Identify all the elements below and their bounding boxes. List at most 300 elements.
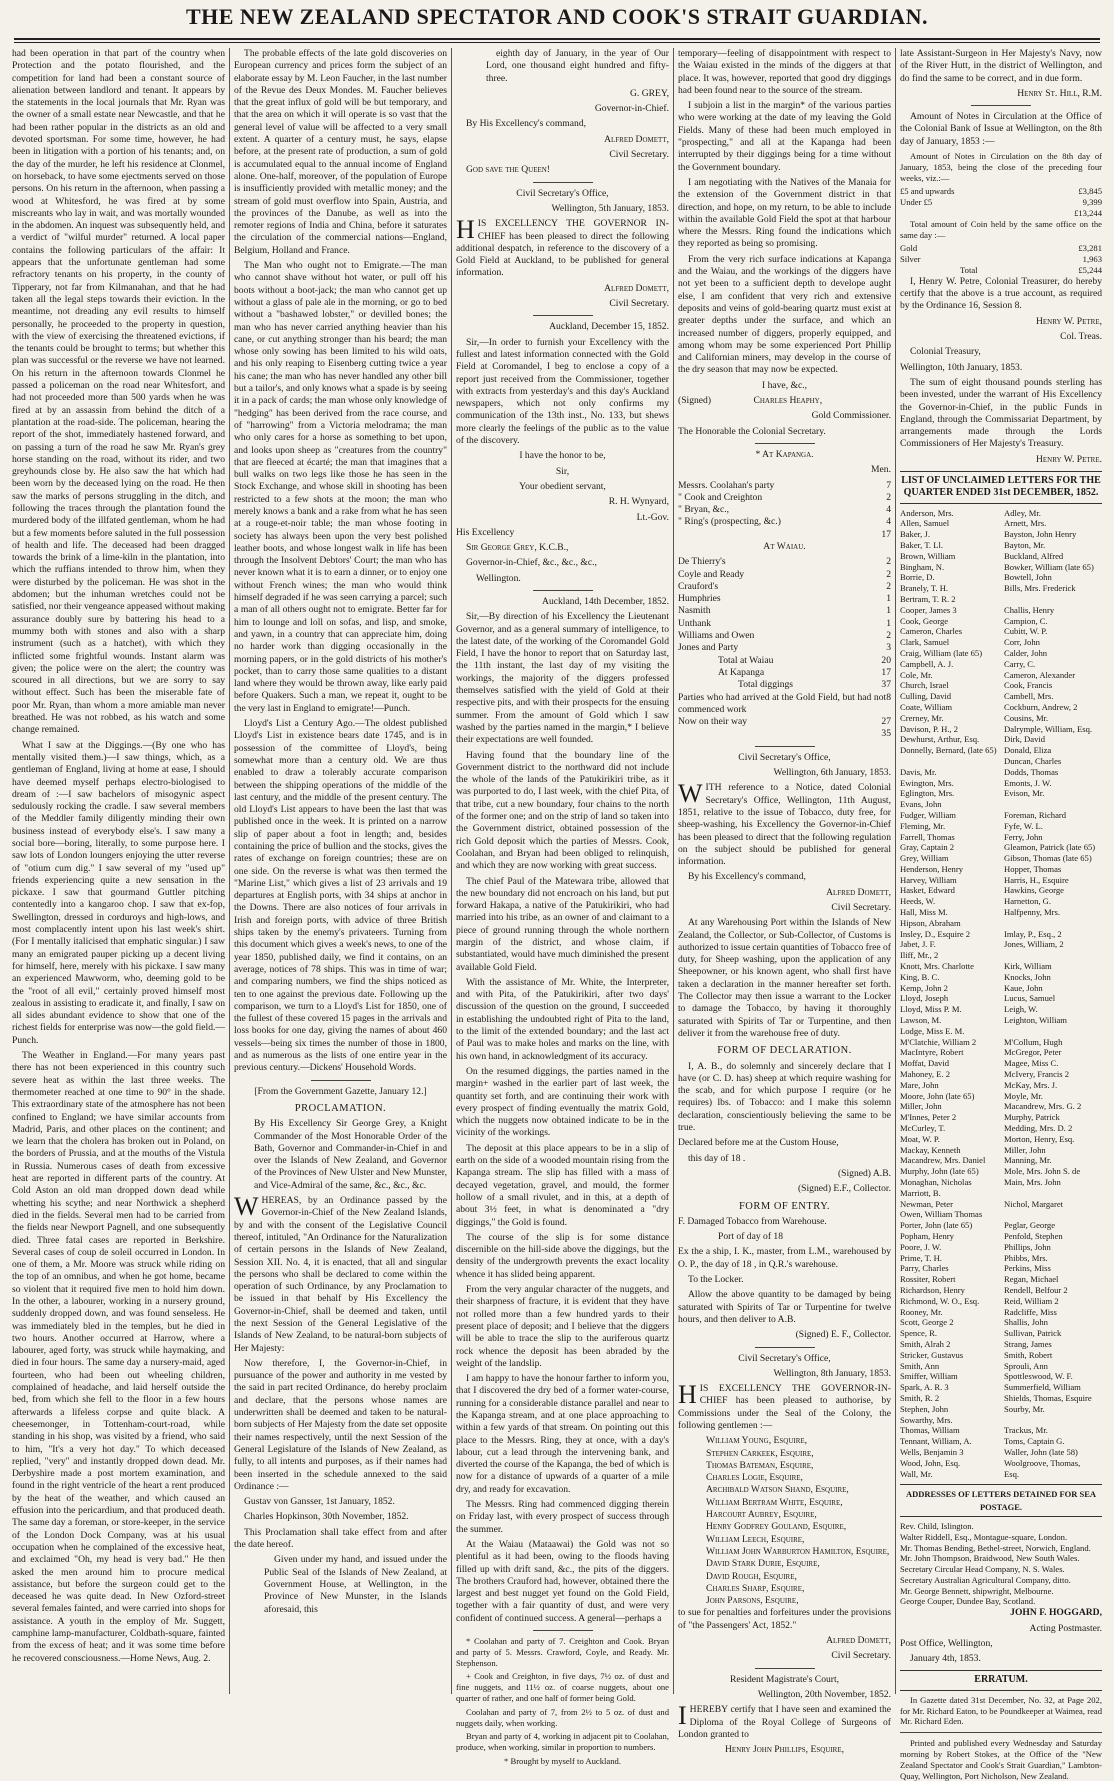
letter-name: Radcliffe, Miss — [1004, 1306, 1057, 1317]
signed-ef: (Signed) E.F., Collector. — [797, 1183, 891, 1195]
letter-name: Gray, Captain 2 — [900, 842, 955, 853]
letter-name: Borrie, D. — [900, 572, 935, 583]
column-4 — [678, 48, 891, 1756]
divider — [755, 746, 815, 747]
letter-name: Dirk, David — [1004, 734, 1046, 745]
letter-name: Baker, J. — [900, 529, 930, 540]
letter-name — [900, 756, 998, 767]
letter-name: Lodge, Miss E. M. — [900, 1025, 965, 1036]
letter-name: Rendell, Belfour 2 — [1004, 1284, 1068, 1295]
addressee-name: Sir George Grey, K.C.B., — [466, 542, 569, 554]
list-item — [678, 504, 891, 516]
letter-name: Mahoney, E. 2 — [900, 1069, 951, 1080]
letter-name: Murphy, Patrick — [1004, 1112, 1060, 1123]
party-count: 7 — [886, 479, 891, 491]
letter-paragraph: With the assistance of Mr. White, the Interpreter, and with Pita, of the Patukirikiri, after two days' discussion of the question on the ground, I succeeded in establishing the undoubted right of Pita to the land, to the limit of the extended boundary; and the last act of Paul was to make holes and marks on the line, with his own hand, in acknowledgment of its accuracy. — [456, 976, 669, 1062]
row-label: Silver — [900, 254, 921, 265]
declaration-text: I, A. B., do solemnly and sincerely declare that I have (or C. D. has) sheep at which require washing for the scab, and for which purpose I require (or he requires) lbs. of Tobacco: and I make this solemn declaration, conscientiously believing the same to be true. — [678, 1060, 891, 1134]
declared-day: this day of 18 . — [688, 1152, 746, 1164]
sea-postage-address: Secretary Australian Agricultural Company, ditto. — [900, 1574, 1071, 1585]
divider — [533, 182, 593, 183]
letter-name: Farrell, Thomas — [900, 831, 955, 842]
party-name: Unthank — [678, 617, 712, 629]
office-heading: Civil Secretary's Office, — [738, 1352, 831, 1364]
list-item — [678, 480, 891, 492]
sea-postage-address: Rev. Child, Islington. — [900, 1520, 974, 1531]
letter-name: Shallis, John — [1004, 1317, 1048, 1328]
dropcap: H — [678, 1380, 697, 1410]
letter-name: Anderson, Mrs. — [900, 507, 954, 518]
list-item — [678, 728, 891, 740]
letter-name: Bingham, N. — [900, 561, 945, 572]
letter-name: Knocks, John — [1004, 971, 1051, 982]
letter-name: Evison, Mr. — [1004, 788, 1045, 799]
letter-name: Cook, Francis — [1004, 680, 1053, 691]
letter-name: Imlay, P., Esq., 2 — [1004, 928, 1062, 939]
row-label: £5 and upwards — [900, 186, 955, 197]
sea-postage-address: Mr. Thomas Bending, Bethel-street, Norwich, England. — [900, 1542, 1091, 1553]
coin-heading: Total amount of Coin held by the same office on the same day :— — [900, 218, 1102, 240]
letter-name: King, B. C. — [900, 971, 940, 982]
letter-name: Ferry, John — [1004, 831, 1043, 842]
footnote: Bryan and party of 4, working in adjacent pit to Coolahan, produce, when working, similar in proportion to numbers. — [456, 1731, 669, 1753]
letter-name: Moore, John (late 65) — [900, 1090, 975, 1101]
letter-name: Esq. — [1004, 1468, 1020, 1479]
certify-body: HEREBY certify that I have seen and examined the Diploma of the Royal College of Surgeons of London granted to — [678, 1704, 891, 1740]
letter-name: Hopper, Thomas — [1004, 863, 1062, 874]
letter-name: Spottleswood, W. F. — [1004, 1371, 1073, 1382]
signature-domett: Alfred Domett, — [604, 282, 669, 294]
party-count: 1 — [886, 605, 891, 617]
column-divider — [895, 48, 896, 1694]
article-paragraph: had been operation in that part of the country when Protection and the potato flourished, and the competition for land had been a constant source of alienation between landlord and tenant. It appears by the statements in the local journals that Mr. Ryan was the owner of a small estate near Newcastle, and that he had been rather popular in the districts as an old and devoted sportsman. For some time, however, he had been in litigation with a portion of his tenants; and, on the day of the murder, he left his residence at Clonmel, on horseback, to have some ejectments served on those persons. On his return in the afternoon, when passing a wood at Whitesford, he was fired at by some miscreants who lay in wait, and was mortally wounded in the abdomen. An inquest was subsequently held, and a verdict of "wilful murder" returned. A local paper contains the following particulars of the affair: It appears that the unfortunate gentleman had some refractory tenants on his property, in the county of Tipperary, not far from Kilmanahan, and that he had taken all the legal steps towards their eviction. In the meantime, not dreading any evil results to himself personally, he proceeded to the property in question, with the view of exercising the threatened evictions, if the tenants could be brought to terms; but whether this plan was successful or the reverse we have not learned. On his return in the afternoon towards Clonmel he passed a policeman on the road near Whitesfort, and had not proceeded more than 500 yards when he was fired at by an assassin from behind the ditch of a plantation at the road-side. The policeman, hearing the report of the shot, immediately hastened forward, and on passing a turn of the road he saw Mr. Ryan's grey horse standing on the road, without its rider, and two greyhounds close by. He also saw the hat which had been worn by the deceased lying on the road. He then saw the marks of persons struggling in the ditch, and following the traces through the plantation found the murdered body of the illfated gentleman, whom he had but a few moments before saluted in the full possession of health and life. The deceased had been dragged towards the brink of a lime-kiln in the plantation, into which the ruffians intended to throw him, when they were disturbed by the policeman. He was shot in the abdomen; but the inhuman wretches could not be satisfied, nor their vengeance appeased without making assurance doubly sure by battering his head to a mummy both with stones and also with a sharp instrument (such as a hatchet), with which they inflicted some frightful wounds. Instant alarm was given; the police were on the alert; the country was scoured in all directions, but we are sorry to say without effect. Such has been the miserable fate of poor Mr. Ryan, than whom a more amiable man never breathed. He was not robbed, as his watch and some change remained. — [12, 48, 225, 736]
notes-total: £13,244 — [1074, 208, 1102, 219]
letter-name: Iliff, Mr., 2 — [900, 950, 939, 961]
letter-name: Summerfield, William — [1004, 1382, 1081, 1393]
commissioner: Harcourt Aubrey, Esquire, — [706, 1509, 817, 1521]
letter-name: Kaue, John — [1004, 982, 1043, 993]
masthead-rule — [14, 38, 1100, 40]
divider — [900, 1732, 1102, 1733]
letter-name: Moyle, Mr. — [1004, 1090, 1043, 1101]
form-declaration-title: FORM OF DECLARATION. — [717, 1045, 852, 1057]
letter-name: Bayton, Mr. — [1004, 539, 1046, 550]
court-date: Wellington, 20th November, 1852. — [757, 1688, 891, 1700]
table-row — [900, 186, 1102, 197]
letter-name: Smith, Ann — [900, 1360, 940, 1371]
article-diggings: What I saw at the Diggings.—(By one who has mentally visited them.)—I saw things, which, as a gentleman of England, living at home at ease, I should have deemed myself perhaps electro-biologised to dream of :—I saw bachelors of misogynic aspect sedulously rocking the cradle. I saw several members of the Meddler family diligently minding their own business instead of everybody else's. I saw many a social bore—boring, literally, to some purpose here. I saw lots of London loungers enjoying the utter reverse of "otium cum dig." I saw several of my "used up" friends experiencing quite a new sensation in the pickaxe. I saw that gourmand Guttler pitching contentedly into a kangaroo chop. I saw that ex-fop, Swellington, dressed in corduroys and high-lows, and most complacently intent upon his last week's shirt. (For I mentally italicised that emphatic singular.) I saw many an emigrated pauper picking up a decent living for himself, here, merely with his pickaxe. I saw many an experienced Mawworm, who, deeming gold to be the "root of all evil," certainly proved himself most zealous in assisting to eradicate it, and finally, I saw on all sides abundant evidence to show that one of the richest fields for enterprise was now—the gold field.—Punch. — [12, 739, 225, 1046]
list-item — [678, 655, 891, 667]
certify-text — [678, 1701, 891, 1741]
letter-name: Brown, William — [900, 550, 956, 561]
footnote: + Cook and Creighton, in five days, 7½ oz. of dust and fine nuggets, and 11½ oz. of coarse nuggets, about one quarter of rather, and one half of former being Gold. — [456, 1671, 669, 1704]
letter-name: Harvey, William — [900, 874, 957, 885]
letter-name: Emonts, J. W. — [1004, 777, 1052, 788]
letter-name: Phibbs, Mrs. — [1004, 1252, 1048, 1263]
letter-name: Waller, John (late 58) — [1004, 1446, 1078, 1457]
list-item — [678, 716, 891, 728]
entry-line: Port of day of 18 — [718, 1231, 784, 1243]
form-entry-title: FORM OF ENTRY. — [738, 1200, 831, 1212]
notice-tobacco-text: ITH reference to a Notice, dated Colonial Secretary's Office, Wellington, 11th August, 1851, relative to the issue of Tobacco, duty free, for sheep-washing, his Excellency the Governor-in-Chief has been pleased to direct that the following regulation on the subject should be published for general information. — [678, 782, 891, 868]
letter-name: Perkins, Miss — [1004, 1263, 1051, 1274]
notice-gold-field — [456, 215, 669, 279]
list-item — [678, 692, 891, 717]
letter-name: Sowarthy, Mrs. — [900, 1414, 953, 1425]
letter-name: Hawkins, George — [1004, 885, 1064, 896]
article-emigrate: The Man who ought not to Emigrate.—The man who cannot shave without hot water, or pull off his boots without a boot-jack; the man who cannot get up without a glass of pale ale in the morning, or go to bed without a "bashawed lobster," or devilled bones; the man who has never carried anything heavier than his cane, or cut anything stronger than his beard; the man whose only sowing has been limited to his wild oats, and his only reaping to Eisenberg cutting twice a year his cane; the man who has never handled any other bill but a tailor's, and only knows what a spade is by seeing it in a pack of cards; the man whose only knowledge of "hedging" has been derived from the race course, and of "harrowing" from a Victoria melodrama; the man who only cares for a horse as something to bet upon, and looks upon sheep as "creatures from the country" that are fleeced at écarté; the man that imagines that a bull walks on two legs like those he has seen in the Stock Exchange, and whose skill in shooting has been restricted to a few shots at the moon; the man who merely knows a bank and a rake from what he has seen at a rouge-et-noir table; the man whose footing in society has always been upon the very best polished leather boots, and whose longest walk in life has been through the Insolvent Debtors' Court; the man who has never known what it is to earn a dinner, or to enjoy one without French wines; the man who would think himself degraded if he was seen carrying a parcel; such a man of all others ought not to emigrate. Better far for him to lounge and loll on sofas, and lisp, and smoke, and yawn, in a country that can appreciate him, doing no harder work than digging occasionally in the morning papers, or in the gold districts of his mother's pocket, than to carry those same qualities to a distant land where they would be thrown away, like early paid before Quakers. Such a man, we repeat it, ought to be the very last in England to emigrate!—Punch. — [234, 260, 447, 714]
letter-name: Marriott, B. — [900, 1187, 941, 1198]
letter-name: Hall, Miss M. — [900, 907, 948, 918]
table-row — [900, 243, 1102, 254]
row-label: Total — [960, 265, 978, 276]
waiau-heading: At Waiau. — [763, 540, 806, 552]
list-item — [678, 569, 891, 581]
letter-name: Grey, William — [900, 853, 949, 864]
addressee-title: Governor-in-Chief, &c., &c., &c., — [466, 557, 597, 569]
party-name: Jones and Party — [678, 642, 739, 654]
letter-name: Leigh, W. — [1004, 1004, 1038, 1015]
signature-grey: G. GREY, — [629, 87, 669, 99]
letter-name: Branely, T. H. — [900, 583, 949, 594]
letter-name: Porter, John (late 65) — [900, 1220, 973, 1231]
letter-name: Magee, Miss C. — [1004, 1058, 1059, 1069]
letter-paragraph: The course of the slip is for some distance discernible on the hill-side above the diggings, but the density of the undergrowth prevents the exact locality whence it has slided being apparent. — [456, 1231, 669, 1280]
letter-name: Wells, Benjamin 3 — [900, 1446, 964, 1457]
row-value: 9,399 — [1082, 197, 1102, 208]
to-locker: To the Locker. — [688, 1274, 744, 1286]
list-item — [678, 556, 891, 568]
table-row — [900, 208, 1102, 219]
declared-line: Declared before me at the Custom House, — [678, 1137, 839, 1149]
dropcap: W — [234, 1192, 259, 1222]
total-value: 17 — [881, 666, 891, 678]
allow-text: Allow the above quantity to be damaged by being saturated with Spirits of Tar or Turpentine for twelve hours, and then deliver to A.B. — [678, 1289, 891, 1325]
signature-heaphy — [678, 395, 891, 407]
letter-name: Lloyd, Miss P. M. — [900, 1004, 962, 1015]
letter-name: Halfpenny, Mrs. — [1004, 907, 1061, 918]
footnote: * Brought by myself to Auckland. — [504, 1756, 621, 1766]
notice-tobacco — [678, 779, 891, 868]
party-count: 2 — [886, 630, 891, 642]
column-divider — [229, 48, 230, 1694]
commissioner: John Parsons, Esquire, — [706, 1595, 799, 1607]
total-label: Total at Waiau — [718, 654, 774, 666]
letter-paragraph: I am happy to have the honour farther to inform you, that I discovered the dry bed of a former water-course, running for a considerable distance parallel and near to the Kapanga stream, and at one place approaching to within a few yards of that stream. On pointing out this place to the Messrs. Ring, they at once, with a day's labour, cut a lead through the intervening bank, and diverted the course of the Kapanga, the bed of which is now for a distance of upwards of a quarter of a mile dry, and ready for excavation. — [456, 1373, 669, 1495]
commissioner: David Rough, Esquire, — [706, 1570, 797, 1582]
letter-paragraph: The chief Paul of the Matewara tribe, allowed that the new boundary did not encroach on his land, but put forward Hakapa, a native of the Patukirikiri, who had married into his tribe, as an owner of and claimant to a piece of ground running through the whole northern margin of the district, and whose claim, if substantiated, would have much diminished the present available Gold Field. — [456, 875, 669, 973]
article-gold-effects: The probable effects of the late gold discoveries on European currency and prices form the subject of an elaborate essay by M. Leon Faucher, in the last number of the Revue des Deux Mondes. M. Faucher believes that the great influx of gold will be but temporary, and that the area on which it will operate is so vast that the general level of value will be affected to a very small extent. A quarter of a century must, he says, elapse before, at the present rate of production, a sum of gold is accumulated equal to the annual income of England alone. One-half, moreover, of the population of Europe is insufficiently provided with metallic money; and the stream of gold must overflow into Spain, Austria, and the provinces of the Danube, as well as into the remoter regions of India and China, before it saturates the circulation of the commercial nations—England, Belgium, Holland and France. — [234, 48, 447, 256]
commissioner: Henry Godfrey Gouland, Esquire, — [706, 1521, 847, 1533]
investment-text: The sum of eight thousand pounds sterling has been invested, under the warrant of His Excellency the Governor-in-Chief, in the public Funds in England, through the Commissariat Department, by arrangements made through the Lords Commissioners of Her Majesty's Treasury. — [900, 376, 1102, 450]
signature-hoggard-title: Acting Postmaster. — [1029, 1622, 1102, 1634]
letter-name: Bertram, T. R. 2 — [900, 593, 956, 604]
row-label: Gold — [900, 243, 918, 254]
sea-postage-address: Walter Riddell, Esq., Montague-square, London. — [900, 1531, 1068, 1542]
letter-name: Crerney, Mr. — [900, 712, 944, 723]
party-name: " Bryan, &c., — [678, 504, 730, 516]
to-colonial-secretary: The Honorable the Colonial Secretary. — [678, 425, 826, 437]
signature-petre-title: Col. Treas. — [1060, 331, 1102, 343]
list-item — [678, 642, 891, 654]
on-way-value: 27 — [881, 716, 891, 728]
row-value: 1,963 — [1082, 254, 1102, 265]
commissioner: Thomas Bateman, Esquire, — [706, 1459, 814, 1471]
signature-wynyard: R. H. Wynyard, — [608, 496, 669, 508]
table-row — [900, 265, 1102, 276]
divider — [755, 443, 815, 444]
waiau-list — [678, 556, 891, 740]
letter-name: Allen, Samuel — [900, 518, 950, 529]
letter-name: McIvery, Francis 2 — [1004, 1069, 1070, 1080]
letter-name: Popham, Henry — [900, 1230, 954, 1241]
treasury-date: Wellington, 10th January, 1853. — [900, 361, 1023, 373]
unclaimed-letters-title: LIST OF UNCLAIMED LETTERS FOR THE QUARTER ENDED 31st DECEMBER, 1852. — [900, 471, 1102, 504]
closing: I have, &c., — [761, 379, 808, 391]
letter-name: Macandrew, Mrs. G. 2 — [1004, 1101, 1082, 1112]
column-3 — [456, 48, 669, 1766]
letter-name: Nichol, Margaret — [1004, 1198, 1064, 1209]
on-way-label: Now on their way — [678, 716, 748, 728]
letter-name: Tennant, William, A. — [900, 1436, 972, 1447]
list-item — [678, 516, 891, 528]
party-count: 1 — [886, 617, 891, 629]
letter-name: MacIntyre, Robert — [900, 1047, 964, 1058]
divider — [311, 1080, 371, 1081]
letter-name: Murphy, John (late 65) — [900, 1166, 979, 1177]
letter-name: Macandrew, Mrs. Daniel — [900, 1155, 986, 1166]
letter-name: Poore, J. W. — [900, 1241, 942, 1252]
letter-name — [1004, 918, 1102, 929]
letter-name: Lucus, Samuel — [1004, 993, 1056, 1004]
sea-postage-address: George Couper, Dundee Bay, Scotland. — [900, 1596, 1036, 1607]
sea-postage-address: Mr. John Thompson, Braidwood, New South Wales. — [900, 1553, 1080, 1564]
commissioner: William John Warburton Hamilton, Esquire, — [706, 1545, 890, 1557]
letter-name: Owen, William Thomas — [900, 1209, 983, 1220]
kapanga-heading: * At Kapanga. — [755, 448, 814, 460]
signature-hoggard: JOHN F. HOGGARD, — [1010, 1607, 1102, 1619]
sea-postage-title: ADDRESSES OF LETTERS DETAINED FOR SEA POSTAGE. — [900, 1484, 1102, 1517]
masthead-rule-thin — [14, 42, 1100, 43]
dropcap: H — [456, 215, 475, 245]
list-item — [678, 492, 891, 504]
letter-name: McKay, Mrs. J. — [1004, 1079, 1058, 1090]
letter-name — [1004, 1209, 1102, 1220]
commissioner: William Bertram White, Esquire, — [706, 1496, 843, 1508]
list-item — [678, 679, 891, 691]
letter-paragraph: Sir,—By direction of his Excellency the Lieutenant Governor, and as a general summary of intelligence, to the latest date, of the working of the Coromandel Gold Field, I have the honor to report that on Saturday last, the 11th instant, the last day of my visiting the workings, the majority of the diggers professed themselves satisfied with the yield of Gold at their respective pits, and with their prospects for the ensuing summer. From the amount of Gold which I saw washed by the parties named in the margin,* I believe their expectations are well founded. — [456, 611, 669, 746]
report-paragraph: From the very rich surface indications at Kapanga and the Waiau, and the workings of the diggers have not yet been to a sufficient depth to develope aught else, I am confident that very rich and extensive deposits and veins of gold-bearing quartz must exist at greater depths under the surface, and which an increased number of diggers, properly equipped, and among whom may be some experienced Port Phillip and Californian miners, may develop in the course of the dry season that may now be expected. — [678, 253, 891, 376]
letter-name: Wall, Mr. — [900, 1468, 933, 1479]
letter-name: Evans, John — [900, 799, 942, 810]
letter-paragraph: Having found that the boundary line of the Government district to the northward did not include the whole of the lands of the Patukirikiri tribe, as it was purported to do, I last week, with the chief Pita, of that tribe, cut a new boundary, four chains to the north of the former one; and on the strip of land so taken into the Government district, obtained possession of the rich Gold deposit which the parties of Messrs. Cook, Coolahan, and Bryan had been obliged to relinquish, and which they are now working with great success. — [456, 749, 669, 872]
letter-name: Main, Mrs. John — [1004, 1177, 1061, 1187]
party-name: " Cook and Creighton — [678, 491, 763, 503]
office-heading: Civil Secretary's Office, — [738, 751, 831, 763]
letter-name: Thomas, William — [900, 1425, 960, 1436]
letter-name: Cambell, Mrs. — [1004, 691, 1054, 702]
signed-ef: (Signed) E. F., Collector. — [795, 1329, 891, 1341]
letter-name: Donnelly, Bernard, (late 65) — [900, 745, 997, 756]
letter-name: Davison, P. H., 2 — [900, 723, 959, 734]
dropcap: I — [678, 1701, 687, 1731]
letter-name: Wood, John, Esq. — [900, 1457, 961, 1468]
row-value: £3,845 — [1078, 186, 1102, 197]
commissioner: William Young, Esquire, — [706, 1435, 808, 1447]
list-item — [678, 529, 891, 541]
letter-name — [1004, 950, 1102, 961]
party-count: 4 — [886, 504, 891, 516]
commissioner: David Stark Durie, Esquire, — [706, 1558, 820, 1570]
party-count: 1 — [886, 593, 891, 605]
kapanga-total: 17 — [881, 528, 891, 540]
letter-name: Strang, James — [1004, 1338, 1052, 1349]
divider — [533, 1630, 593, 1631]
letter-name: Bills, Mrs. Frederick — [1004, 583, 1076, 594]
letter-name: Miller, John — [1004, 1144, 1046, 1155]
proclamation-body — [234, 1192, 447, 1355]
proclamation-now: Now therefore, I, the Governor-in-Chief, in pursuance of the power and authority in me vested by the said in part recited Ordinance, do hereby proclaim and declare, that the persons whose names are underwritten shall be deemed and taken to be natural-born subjects of Her Majesty from the date set opposite their names respectively, until the next Session of the General Legislature of the Islands of New Zealand, as fully, to all intents and purposes, as if their names had been inserted in the schedule annexed to the said Ordinance :— — [234, 1357, 447, 1492]
signature-domett: Alfred Domett, — [826, 886, 891, 898]
warehousing-rule: At any Warehousing Port within the Islands of New Zealand, the Collector, or Sub-Collector, of Customs is authorized to issue certain quantities of Tobacco free of duty, for Sheep washing, upon the application of any Sheepowner, or his known agent, who shall first have taken a declaration in the manner hereafter set forth. The Collector may then issue a warrant to the Locker to damage the Tobacco, by having it thoroughly saturated with Spirits of Tar or Turpentine, and then deliver it from the warehouse free of duty. — [678, 917, 891, 1039]
proclamation-body-text: HEREAS, by an Ordinance passed by the Governor-in-Chief of the New Zealand Islands, by and with the consent of the Legislative Council thereof, intituled, "An Ordinance for the Naturalization of certain persons in the Islands of New Zealand, Session XII. No. 4, it is enacted, that all and singular the persons who shall be declared to come within the operation of such Ordinance, by any Proclamation to be issued in that behalf by His Excellency the Governor-in-Chief, shall be deemed and taken, until the next Session of the General Legislative of the Islands of New Zealand, to be natural-born subjects of Her Majesty: — [234, 1195, 447, 1354]
letter-name: Craig, William (late 65) — [900, 647, 983, 658]
letter-name — [1004, 1415, 1102, 1426]
letter-name: Kirk, William — [1004, 961, 1052, 972]
letter-name: Bayston, John Henry — [1004, 529, 1077, 540]
party-name: Crauford's — [678, 580, 719, 592]
notice-commission — [678, 1380, 891, 1432]
letter-name: Cockburn, Andrew, 2 — [1004, 701, 1078, 712]
letter-name: Sprouli, Ann — [1004, 1360, 1048, 1371]
letter-name: Cole, Mr. — [900, 669, 933, 680]
letter-name: Stephen, John — [900, 1403, 949, 1414]
letter-name: Donald, Eliza — [1004, 745, 1052, 756]
letter-paragraph: On the resumed diggings, the parties named in the margin+ washed in the earlier part of last week, the quantity set forth, and are continuing their work with every prospect of finding eventually the matrix Gold, which the nuggets now obtained indicate to be in the vicinity of the workings. — [456, 1065, 669, 1139]
letter-name: Duncan, Charles — [1004, 755, 1062, 766]
commissioner: Archibald Watson Shand, Esquire, — [706, 1484, 849, 1496]
letter-name: Culling, David — [900, 691, 952, 702]
commissioner: William Leech, Esquire, — [706, 1533, 805, 1545]
office-date: Wellington, 8th January, 1853. — [773, 1367, 891, 1379]
divider — [533, 590, 593, 591]
arrived-value: 8 — [886, 691, 891, 703]
letter-name: Fyfe, W. L. — [1004, 820, 1043, 831]
commissioner: Stephen Carkeek, Esquire, — [706, 1447, 814, 1459]
men-label: Men. — [871, 464, 891, 476]
table-row — [900, 254, 1102, 265]
office-date: Wellington, 6th January, 1853. — [773, 767, 891, 779]
column-2 — [234, 48, 447, 1696]
letter-name: Smith, Robert — [1004, 1349, 1053, 1360]
letter-name: Prime, T. H. — [900, 1252, 942, 1263]
party-count: 3 — [886, 642, 891, 654]
addressee: His Excellency — [456, 526, 515, 538]
commissioner: Charles Logie, Esquire, — [706, 1472, 803, 1484]
letter-name: Rooney, Mr. — [900, 1306, 943, 1317]
letter-name: Moffat, David — [900, 1058, 950, 1069]
letter-date: Auckland, 14th December, 1852. — [542, 595, 669, 607]
letter-name: Dewhurst, Arthur, Esq. — [900, 734, 980, 745]
court-heading: Resident Magistrate's Court, — [729, 1673, 840, 1685]
coin-total: £5,244 — [1078, 265, 1102, 276]
letter-closing: I have the honor to be, — [519, 450, 606, 462]
letter-closing: Your obedient servant, — [519, 480, 606, 492]
letter-paragraph: At the Waiau (Mataawai) the Gold was not so plentiful as it had been, owing to the floods having filled up with drift sand, &c., the pits of the diggers. The brothers Crauford had, however, obtained there the largest and best nugget yet found on the Gold Field, together with a fair quantity of dust, and were very confident of continued success. A general—perhaps a — [456, 1538, 669, 1624]
given-cont: eighth day of January, in the year of Our Lord, one thousand eight hundred and fifty-three. — [486, 48, 669, 84]
list-item — [678, 593, 891, 605]
signature-domett-title: Civil Secretary. — [609, 298, 669, 310]
letter-name: Jabet, J. F. — [900, 939, 936, 950]
proclamation-effect: This Proclamation shall take effect from and after the date hereof. — [234, 1526, 447, 1551]
party-name: Williams and Owen — [678, 630, 755, 642]
letter-name: Mole, Mrs. John S. de — [1004, 1166, 1081, 1177]
article-lloyds: Lloyd's List a Century Ago.—The oldest published Lloyd's List in existence bears date 1745, and is in possession of the committee of Lloyd's, being somewhat more than a century old. We are thus enabled to draw a tolerably accurate comparison between the shipping operations of the middle of the last century, and the middle of the present century. The old Lloyd's List appears to have been the last that was published once in the week. It is printed on a narrow slip of paper about a foot in length; and, besides containing the price of bullion and the stocks, gives the rates of exchange on foreign countries; these are on one side. On the reverse is what was then termed the "Marine List," which gives a list of 23 arrivals and 19 departures at English ports, with 34 ships at anchor in the Downs. There are also notices of four arrivals in Irish and foreign ports, with advice of three British ships taken by the enemy's privateers. Turning from this document which gives a week's news, to one of the year 1850, published daily, we find it contains, on an average, notices of 78 ships. This was in time of war; and comparing numbers, we find the ships noticed as ten to one against the previous date. Following up the comparison, we turn to a Lloyd's List for 1850, one of the fullest of these covered 15 pages in the arrivals and loss books for one day, giving the names of about 460 vessels—being six times the number of those in 1800, and as numerous as the lists of one entire year in the previous century.—Dickens' Household Words. — [234, 718, 447, 1074]
letter-name: Sourby, Mr. — [1004, 1403, 1045, 1414]
letter-name: Reid, William 2 — [1004, 1295, 1059, 1306]
letter-name: Scott, George 2 — [900, 1317, 954, 1328]
naturalized-1: Gustav von Gansser, 1st January, 1852. — [244, 1496, 395, 1508]
arrived-note: Parties who had arrived at the Gold Field, but had not commenced work — [678, 691, 887, 715]
letter-name: Cameron, Charles — [900, 626, 963, 637]
letter-name: Fleming, Mr. — [900, 820, 946, 831]
addressee-place: Wellington. — [476, 572, 521, 584]
dropcap: W — [678, 779, 703, 809]
letter-name: Clark, Samuel — [900, 637, 950, 648]
proclamation-given: Given under my hand, and issued under the Public Seal of the Islands of New Zealand, at Government House, at Wellington, in the Province of New Munster, in the Islands aforesaid, this — [264, 1554, 447, 1615]
letter-name: Richardson, Henry — [900, 1284, 965, 1295]
kapanga-list — [678, 480, 891, 541]
letter-name: Foreman, Richard — [1004, 809, 1067, 820]
letter-name: Cousins, Mr. — [1004, 712, 1049, 723]
entry-line: F. Damaged Tobacco from Warehouse. — [678, 1215, 827, 1227]
letter-name: Bowtell, John — [1004, 572, 1052, 583]
letter-name: Campion, C. — [1004, 615, 1048, 626]
letter-name: Parry, Charles — [900, 1263, 949, 1274]
letter-name: Cameron, Alexander — [1004, 669, 1076, 680]
letter-name: Lawson, M. — [900, 1015, 942, 1026]
letter-name: Gibson, Thomas (late 65) — [1004, 853, 1092, 864]
entry-line: Ex the a ship, I. K., master, from L.M., warehoused by O. P., the day of 18 , in Q.R.'s warehouse. — [678, 1246, 891, 1270]
letter-name: Dalrymple, William, Esq. — [1004, 723, 1093, 734]
party-count: 2 — [886, 556, 891, 568]
signature-grey-title: Governor-in-Chief. — [594, 103, 669, 115]
letter-name — [1004, 1188, 1102, 1199]
letter-name: Eglington, Mrs. — [900, 788, 955, 799]
column-5 — [900, 48, 1102, 1781]
signature-domett: Alfred Domett, — [826, 1635, 891, 1647]
letter-name: Mackay, Kenneth — [900, 1144, 961, 1155]
letter-name: McGregor, Peter — [1004, 1047, 1062, 1058]
letter-name: Church, Israel — [900, 680, 949, 691]
letter-name — [1004, 799, 1102, 810]
notice-gold-field-text: IS EXCELLENCY THE GOVERNOR IN-CHIEF has been pleased to direct the following additional despatch, in reference to the discovery of a Gold Field at Auckland, to be published for general information. — [456, 218, 669, 279]
letter-name: Davis, Mr. — [900, 766, 937, 777]
total-label: Total diggings — [738, 679, 794, 691]
divider — [755, 1347, 815, 1348]
letter-name: Manning, Mr. — [1004, 1155, 1052, 1166]
sea-postage-list — [900, 1521, 1102, 1607]
letter-name: Miller, John — [900, 1101, 942, 1112]
signature-petre: Henry W. Petre. — [1035, 453, 1102, 465]
letter-name: Arnett, Mrs. — [1004, 518, 1047, 529]
total-label: At Kapanga — [718, 666, 765, 678]
letter-name: Mare, John — [900, 1079, 939, 1090]
party-name: Humphries — [678, 593, 721, 605]
masthead: THE NEW ZEALAND SPECTATOR AND COOK'S STRAIT GUARDIAN. — [185, 4, 929, 29]
signature-domett-title: Civil Secretary. — [609, 149, 669, 161]
letter-name: Adley, Mr. — [1004, 507, 1041, 518]
